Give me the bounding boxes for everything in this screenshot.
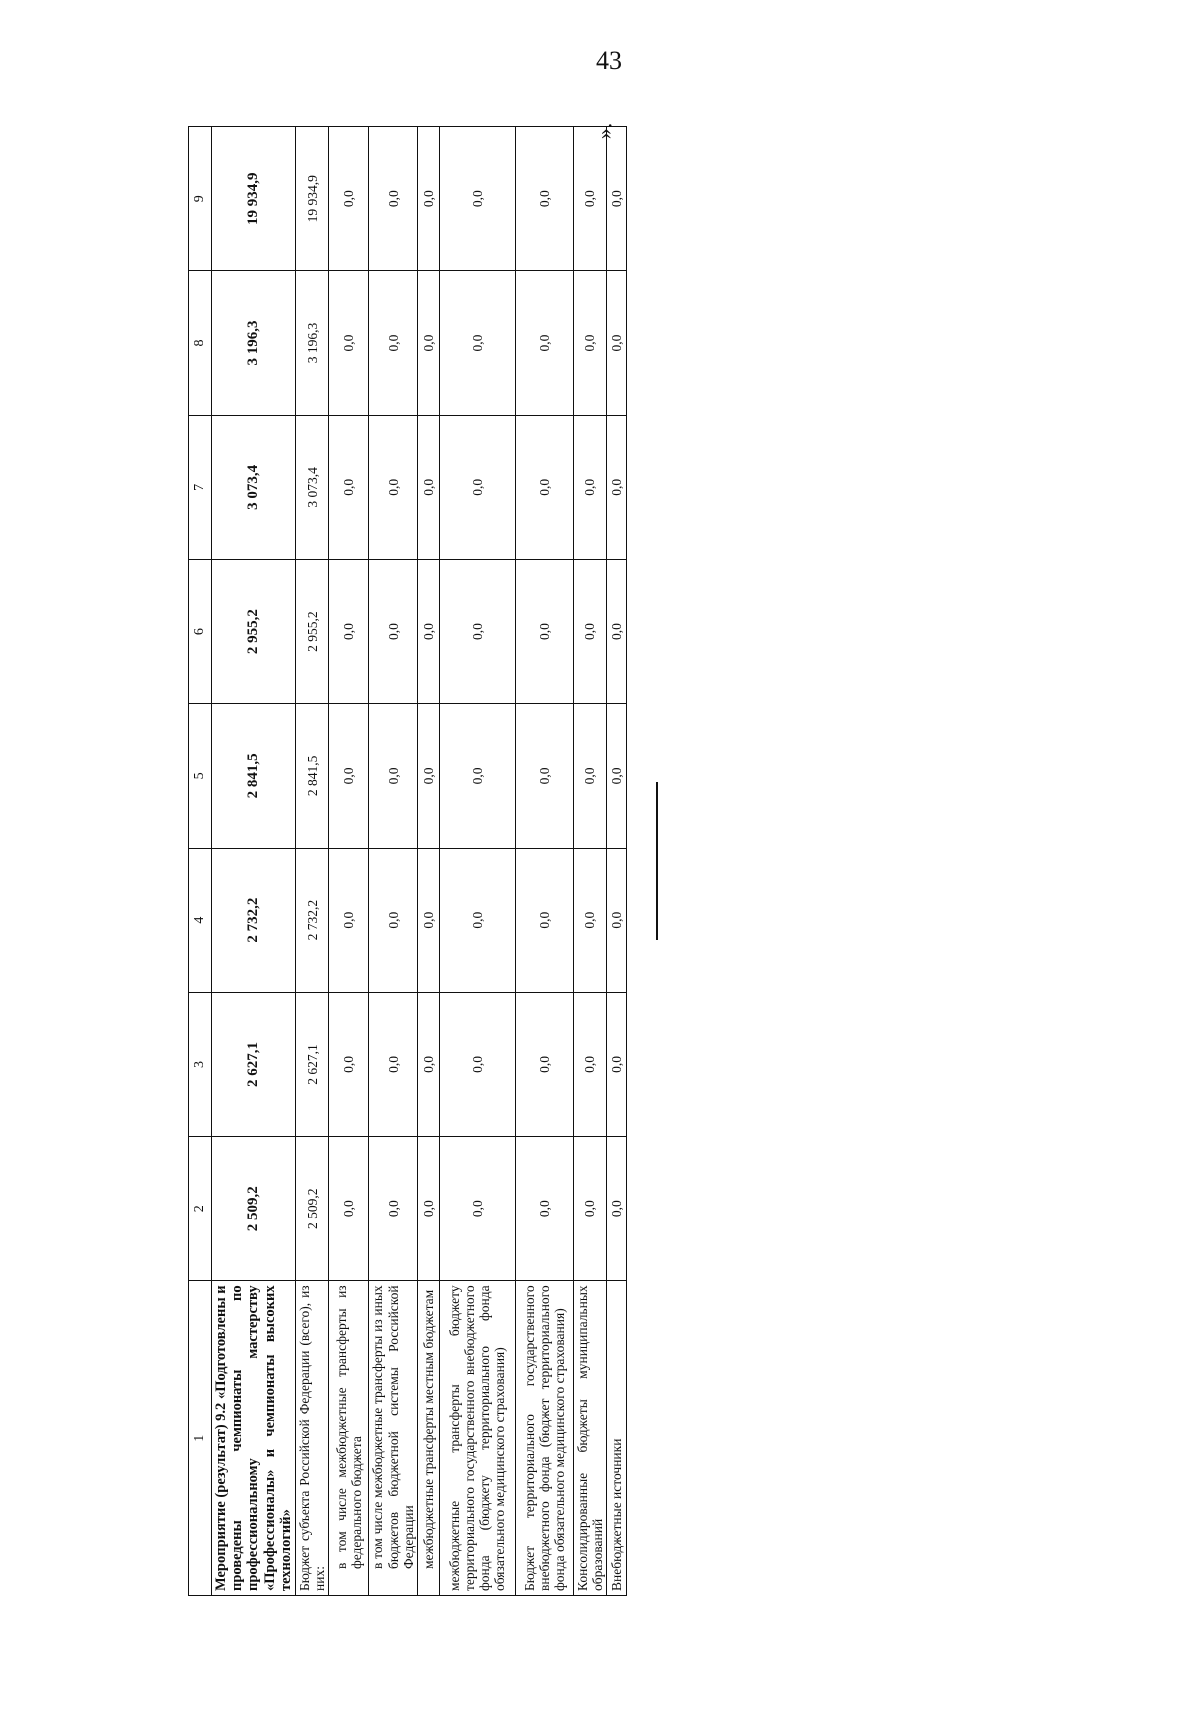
table-row xyxy=(573,127,606,1596)
value-cell: 2 841,5 xyxy=(296,704,329,848)
value-cell: 0,0 xyxy=(329,992,369,1136)
table-row xyxy=(515,127,573,1596)
table-row xyxy=(369,127,417,1596)
row-label: в том числе межбюджетные трансферты из иных бюджетов бюджетной системы Российской Федерации xyxy=(369,1281,417,1596)
value-cell: 0,0 xyxy=(573,127,606,271)
header-cell: 7 xyxy=(189,415,212,559)
value-cell: 0,0 xyxy=(515,1137,573,1281)
value-cell: 0,0 xyxy=(606,415,626,559)
funding-table-container xyxy=(188,126,624,1596)
value-cell: 0,0 xyxy=(606,127,626,271)
value-cell: 0,0 xyxy=(439,127,515,271)
value-cell: 2 841,5 xyxy=(212,704,296,848)
value-cell: 0,0 xyxy=(417,1137,439,1281)
row-label: Бюджет субъекта Российской Федерации (всего), из них: xyxy=(296,1281,329,1596)
value-cell: 0,0 xyxy=(606,1137,626,1281)
value-cell: 0,0 xyxy=(369,559,417,703)
value-cell: 3 196,3 xyxy=(212,271,296,415)
value-cell: 3 073,4 xyxy=(212,415,296,559)
value-cell: 0,0 xyxy=(329,848,369,992)
funding-table-rotated xyxy=(188,126,624,1596)
value-cell: 0,0 xyxy=(439,271,515,415)
value-cell: 0,0 xyxy=(515,559,573,703)
value-cell: 0,0 xyxy=(417,127,439,271)
value-cell: 0,0 xyxy=(417,704,439,848)
value-cell: 2 732,2 xyxy=(212,848,296,992)
header-cell: 5 xyxy=(189,704,212,848)
value-cell: 0,0 xyxy=(573,992,606,1136)
header-cell: 2 xyxy=(189,1137,212,1281)
header-row xyxy=(189,127,212,1596)
value-cell: 0,0 xyxy=(329,415,369,559)
value-cell: 0,0 xyxy=(417,559,439,703)
table-row xyxy=(417,127,439,1596)
table-row xyxy=(212,127,296,1596)
value-cell: 0,0 xyxy=(329,271,369,415)
value-cell: 0,0 xyxy=(329,559,369,703)
table-row xyxy=(296,127,329,1596)
table-row xyxy=(329,127,369,1596)
value-cell: 0,0 xyxy=(573,559,606,703)
value-cell: 0,0 xyxy=(573,848,606,992)
row-label: межбюджетные трансферты местным бюджетам xyxy=(417,1281,439,1596)
value-cell: 0,0 xyxy=(606,271,626,415)
header-cell: 4 xyxy=(189,848,212,992)
value-cell: 0,0 xyxy=(417,992,439,1136)
header-cell: 9 xyxy=(189,127,212,271)
value-cell: 0,0 xyxy=(573,415,606,559)
value-cell: 0,0 xyxy=(417,415,439,559)
value-cell: 0,0 xyxy=(369,848,417,992)
value-cell: 0,0 xyxy=(515,704,573,848)
value-cell: 2 509,2 xyxy=(296,1137,329,1281)
value-cell: 0,0 xyxy=(369,415,417,559)
value-cell: 0,0 xyxy=(329,127,369,271)
table-row xyxy=(606,127,626,1596)
value-cell: 0,0 xyxy=(515,848,573,992)
value-cell: 0,0 xyxy=(439,1137,515,1281)
closing-quote: ». xyxy=(591,122,617,140)
value-cell: 0,0 xyxy=(439,992,515,1136)
value-cell: 0,0 xyxy=(606,559,626,703)
value-cell: 2 955,2 xyxy=(296,559,329,703)
row-label: Бюджет территориального государственного внебюджетного фонда (бюджет территориального фонда обязательного медицинского страхования) xyxy=(515,1281,573,1596)
value-cell: 0,0 xyxy=(369,704,417,848)
header-cell: 8 xyxy=(189,271,212,415)
value-cell: 0,0 xyxy=(515,127,573,271)
row-label: Внебюджетные источники xyxy=(606,1281,626,1596)
value-cell: 0,0 xyxy=(439,559,515,703)
value-cell: 0,0 xyxy=(369,992,417,1136)
value-cell: 0,0 xyxy=(369,1137,417,1281)
header-cell: 3 xyxy=(189,992,212,1136)
value-cell: 0,0 xyxy=(515,415,573,559)
value-cell: 2 627,1 xyxy=(296,992,329,1136)
value-cell: 2 955,2 xyxy=(212,559,296,703)
value-cell: 0,0 xyxy=(606,992,626,1136)
value-cell: 0,0 xyxy=(369,127,417,271)
header-cell: 6 xyxy=(189,559,212,703)
value-cell: 0,0 xyxy=(439,848,515,992)
value-cell: 0,0 xyxy=(439,704,515,848)
value-cell: 2 732,2 xyxy=(296,848,329,992)
horizontal-rule xyxy=(656,782,658,940)
value-cell: 0,0 xyxy=(573,271,606,415)
value-cell: 0,0 xyxy=(329,704,369,848)
value-cell: 0,0 xyxy=(417,848,439,992)
value-cell: 0,0 xyxy=(573,1137,606,1281)
value-cell: 0,0 xyxy=(515,271,573,415)
value-cell: 2 509,2 xyxy=(212,1137,296,1281)
value-cell: 3 196,3 xyxy=(296,271,329,415)
value-cell: 0,0 xyxy=(369,271,417,415)
value-cell: 0,0 xyxy=(515,992,573,1136)
value-cell: 19 934,9 xyxy=(212,127,296,271)
value-cell: 19 934,9 xyxy=(296,127,329,271)
value-cell: 3 073,4 xyxy=(296,415,329,559)
value-cell: 0,0 xyxy=(439,415,515,559)
row-label: Мероприятие (результат) 9.2 «Подготовлены и проведены чемпионаты по профессиональному мастерству «Профессионалы» и чемпионаты высоких технологий» xyxy=(212,1281,296,1596)
value-cell: 0,0 xyxy=(573,704,606,848)
row-label: межбюджетные трансферты бюджету территориального государственного внебюджетного фонда (бюджету территориального фонда обязательного медицинского страхования) xyxy=(439,1281,515,1596)
value-cell: 2 627,1 xyxy=(212,992,296,1136)
value-cell: 0,0 xyxy=(417,271,439,415)
table-row xyxy=(439,127,515,1596)
value-cell: 0,0 xyxy=(329,1137,369,1281)
page-number: 43 xyxy=(596,46,622,75)
funding-table xyxy=(188,126,627,1596)
header-cell: 1 xyxy=(189,1281,212,1596)
value-cell: 0,0 xyxy=(606,848,626,992)
row-label: Консолидированные бюджеты муниципальных образований xyxy=(573,1281,606,1596)
value-cell: 0,0 xyxy=(606,704,626,848)
row-label: в том числе межбюджетные трансферты из федерального бюджета xyxy=(329,1281,369,1596)
